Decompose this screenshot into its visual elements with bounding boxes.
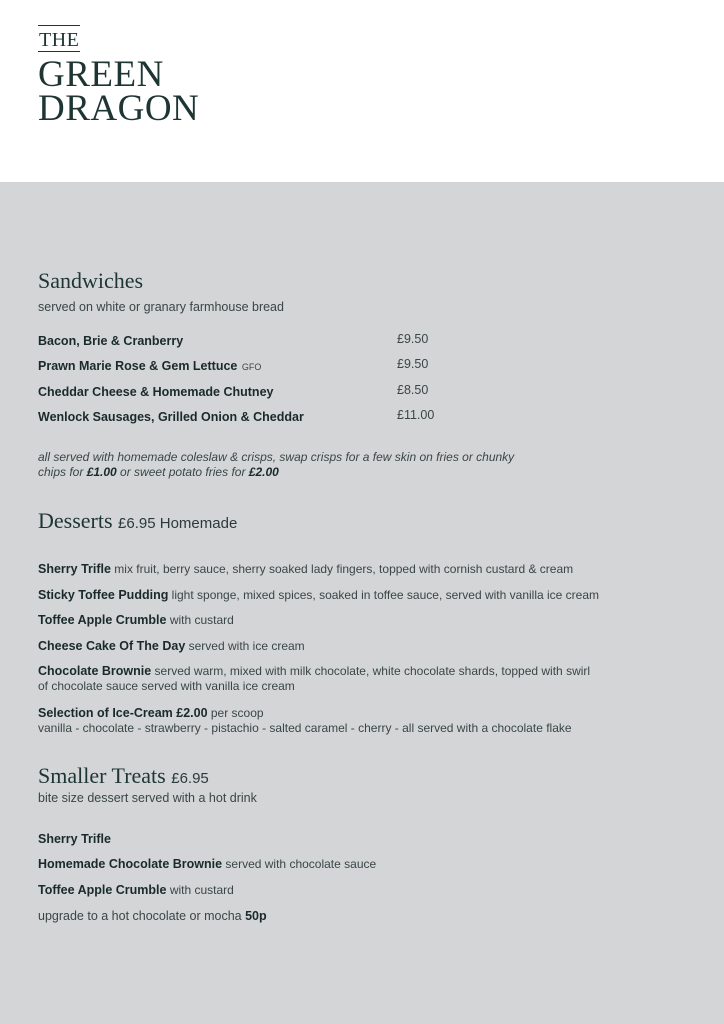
note-text: or sweet potato fries for bbox=[116, 465, 249, 479]
dessert-item-name: Sticky Toffee Pudding bbox=[38, 588, 169, 602]
treats-title: Smaller Treats bbox=[38, 763, 166, 788]
gfo-badge: GFO bbox=[241, 362, 262, 372]
sandwich-item bbox=[38, 357, 261, 375]
treat-item-name: Homemade Chocolate Brownie bbox=[38, 857, 223, 871]
sandwich-item bbox=[38, 383, 273, 401]
dessert-item bbox=[38, 560, 573, 578]
dessert-item-name: Selection of Ice-Cream £2.00 bbox=[38, 706, 208, 720]
sandwiches-note bbox=[38, 450, 514, 480]
treat-item-desc: with custard bbox=[166, 883, 234, 897]
dessert-item bbox=[38, 662, 590, 680]
dessert-item-name: Cheese Cake Of The Day bbox=[38, 639, 186, 653]
treats-price: £6.95 bbox=[171, 770, 209, 787]
logo-line-dragon: DRAGON bbox=[38, 88, 200, 129]
dessert-item-desc: per scoop bbox=[207, 706, 264, 720]
sandwich-item-price: £9.50 bbox=[397, 332, 429, 346]
logo bbox=[38, 25, 200, 129]
sandwiches-note-line2 bbox=[38, 465, 514, 480]
dessert-item bbox=[38, 704, 264, 722]
treat-item-desc: served with chocolate sauce bbox=[222, 857, 377, 871]
menu-panel bbox=[0, 182, 724, 1024]
sandwich-item-name: Prawn Marie Rose & Gem Lettuce bbox=[38, 359, 238, 373]
sandwich-item bbox=[38, 408, 304, 426]
treats-subtitle: bite size dessert served with a hot drink bbox=[38, 791, 257, 805]
dessert-item-desc: light sponge, mixed spices, soaked in toffee sauce, served with vanilla ice cream bbox=[168, 588, 600, 602]
sandwiches-title: Sandwiches bbox=[38, 268, 144, 293]
dessert-item bbox=[38, 637, 305, 655]
sandwiches-subtitle: served on white or granary farmhouse bread bbox=[38, 300, 284, 314]
dessert-item-desc: with custard bbox=[166, 613, 234, 627]
fries-upgrade-price: £1.00 bbox=[86, 465, 117, 479]
logo-the: THE bbox=[38, 25, 80, 52]
treat-item bbox=[38, 881, 234, 899]
treat-item-name: Toffee Apple Crumble bbox=[38, 883, 167, 897]
sandwiches-note-line1: all served with homemade coleslaw & crisps, swap crisps for a few skin on fries or chunky bbox=[38, 450, 515, 464]
dessert-item-desc-line2: of chocolate sauce served with vanilla ice cream bbox=[38, 679, 295, 693]
sandwich-item-price: £9.50 bbox=[397, 357, 429, 371]
sandwich-item-price: £8.50 bbox=[397, 383, 429, 397]
treat-item bbox=[38, 855, 376, 873]
dessert-item bbox=[38, 586, 599, 604]
upgrade-price: 50p bbox=[245, 909, 267, 923]
treats-heading bbox=[38, 763, 209, 792]
upgrade-note bbox=[38, 907, 267, 925]
dessert-item-desc: mix fruit, berry sauce, sherry soaked lady fingers, topped with cornish custard & cream bbox=[110, 562, 574, 576]
treat-item-name: Sherry Trifle bbox=[38, 832, 111, 846]
desserts-price: £6.95 Homemade bbox=[118, 515, 238, 532]
sandwich-item-price: £11.00 bbox=[397, 408, 435, 422]
sweet-potato-price: £2.00 bbox=[248, 465, 279, 479]
sandwich-item-name: Cheddar Cheese & Homemade Chutney bbox=[38, 385, 274, 399]
sandwich-item-name: Bacon, Brie & Cranberry bbox=[38, 334, 184, 348]
dessert-item-desc: served with ice cream bbox=[185, 639, 305, 653]
dessert-item-desc: served warm, mixed with milk chocolate, white chocolate shards, topped with swirl bbox=[151, 664, 591, 678]
treat-item bbox=[38, 830, 111, 848]
dessert-item-name: Toffee Apple Crumble bbox=[38, 613, 167, 627]
sandwich-item-name: Wenlock Sausages, Grilled Onion & Cheddar bbox=[38, 410, 304, 424]
desserts-title: Desserts bbox=[38, 508, 113, 533]
dessert-item-desc-line2: vanilla - chocolate - strawberry - pistachio - salted caramel - cherry - all served with a chocolate flake bbox=[38, 721, 572, 735]
header bbox=[0, 0, 724, 182]
logo-line-green: GREEN bbox=[38, 54, 164, 95]
desserts-heading bbox=[38, 508, 237, 537]
dessert-item bbox=[38, 611, 234, 629]
note-text: chips for bbox=[38, 465, 87, 479]
dessert-item-name: Chocolate Brownie bbox=[38, 664, 152, 678]
dessert-item-name: Sherry Trifle bbox=[38, 562, 111, 576]
sandwich-item bbox=[38, 332, 183, 350]
upgrade-text: upgrade to a hot chocolate or mocha bbox=[38, 909, 246, 923]
